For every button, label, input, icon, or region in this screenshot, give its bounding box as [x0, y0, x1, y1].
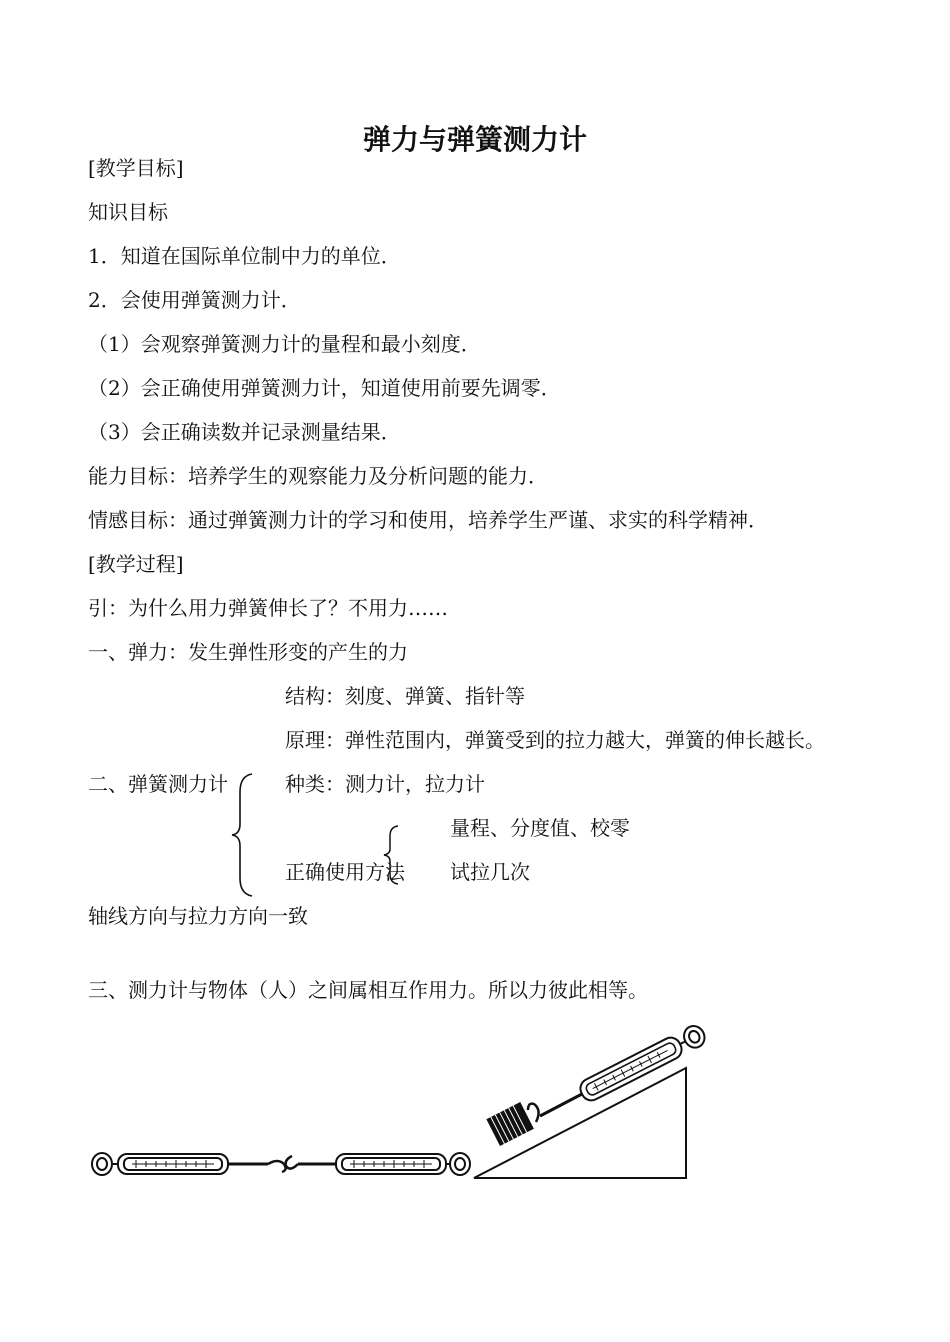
goal-item-2-2: （2）会正确使用弹簧测力计，知道使用前要先调零． [88, 376, 561, 400]
incline-spring-scale-figure [470, 1018, 720, 1186]
knowledge-goals-label: 知识目标 [88, 200, 168, 224]
principle-line: 原理：弹性范围内，弹簧受到的拉力越大，弹簧的伸长越长。 [285, 728, 825, 752]
process-header: [教学过程] [88, 552, 184, 576]
large-brace-icon [228, 772, 258, 898]
small-brace-icon [380, 824, 402, 886]
emotion-goal: 情感目标：通过弹簧测力计的学习和使用，培养学生严谨、求实的科学精神． [88, 508, 768, 532]
page-title: 弹力与弹簧测力计 [362, 123, 587, 156]
trial-pull-line: 试拉几次 [450, 860, 530, 884]
teaching-goals-header: [教学目标] [88, 156, 184, 180]
goal-item-2-1: （1）会观察弹簧测力计的量程和最小刻度． [88, 332, 481, 356]
goal-item-2: 2．会使用弹簧测力计． [88, 288, 301, 312]
section-2-spring-scale: 二、弹簧测力计 [88, 772, 228, 796]
structure-line: 结构：刻度、弹簧、指针等 [285, 684, 525, 708]
two-spring-scales-figure [88, 1140, 478, 1190]
section-3-interaction: 三、测力计与物体（人）之间属相互作用力。所以力彼此相等。 [88, 978, 648, 1002]
correct-use-line: 正确使用方法 [285, 860, 405, 884]
intro-question: 引：为什么用力弹簧伸长了？不用力…… [88, 596, 448, 620]
range-items-line: 量程、分度值、校零 [450, 816, 630, 840]
section-1-elastic-force: 一、弹力：发生弹性形变的产生的力 [88, 640, 408, 664]
types-line: 种类：测力计，拉力计 [285, 772, 485, 796]
goal-item-2-3: （3）会正确读数并记录测量结果． [88, 420, 401, 444]
ability-goal: 能力目标：培养学生的观察能力及分析问题的能力． [88, 464, 548, 488]
axis-direction-line: 轴线方向与拉力方向一致 [88, 904, 308, 928]
goal-item-1: 1．知道在国际单位制中力的单位． [88, 244, 401, 268]
